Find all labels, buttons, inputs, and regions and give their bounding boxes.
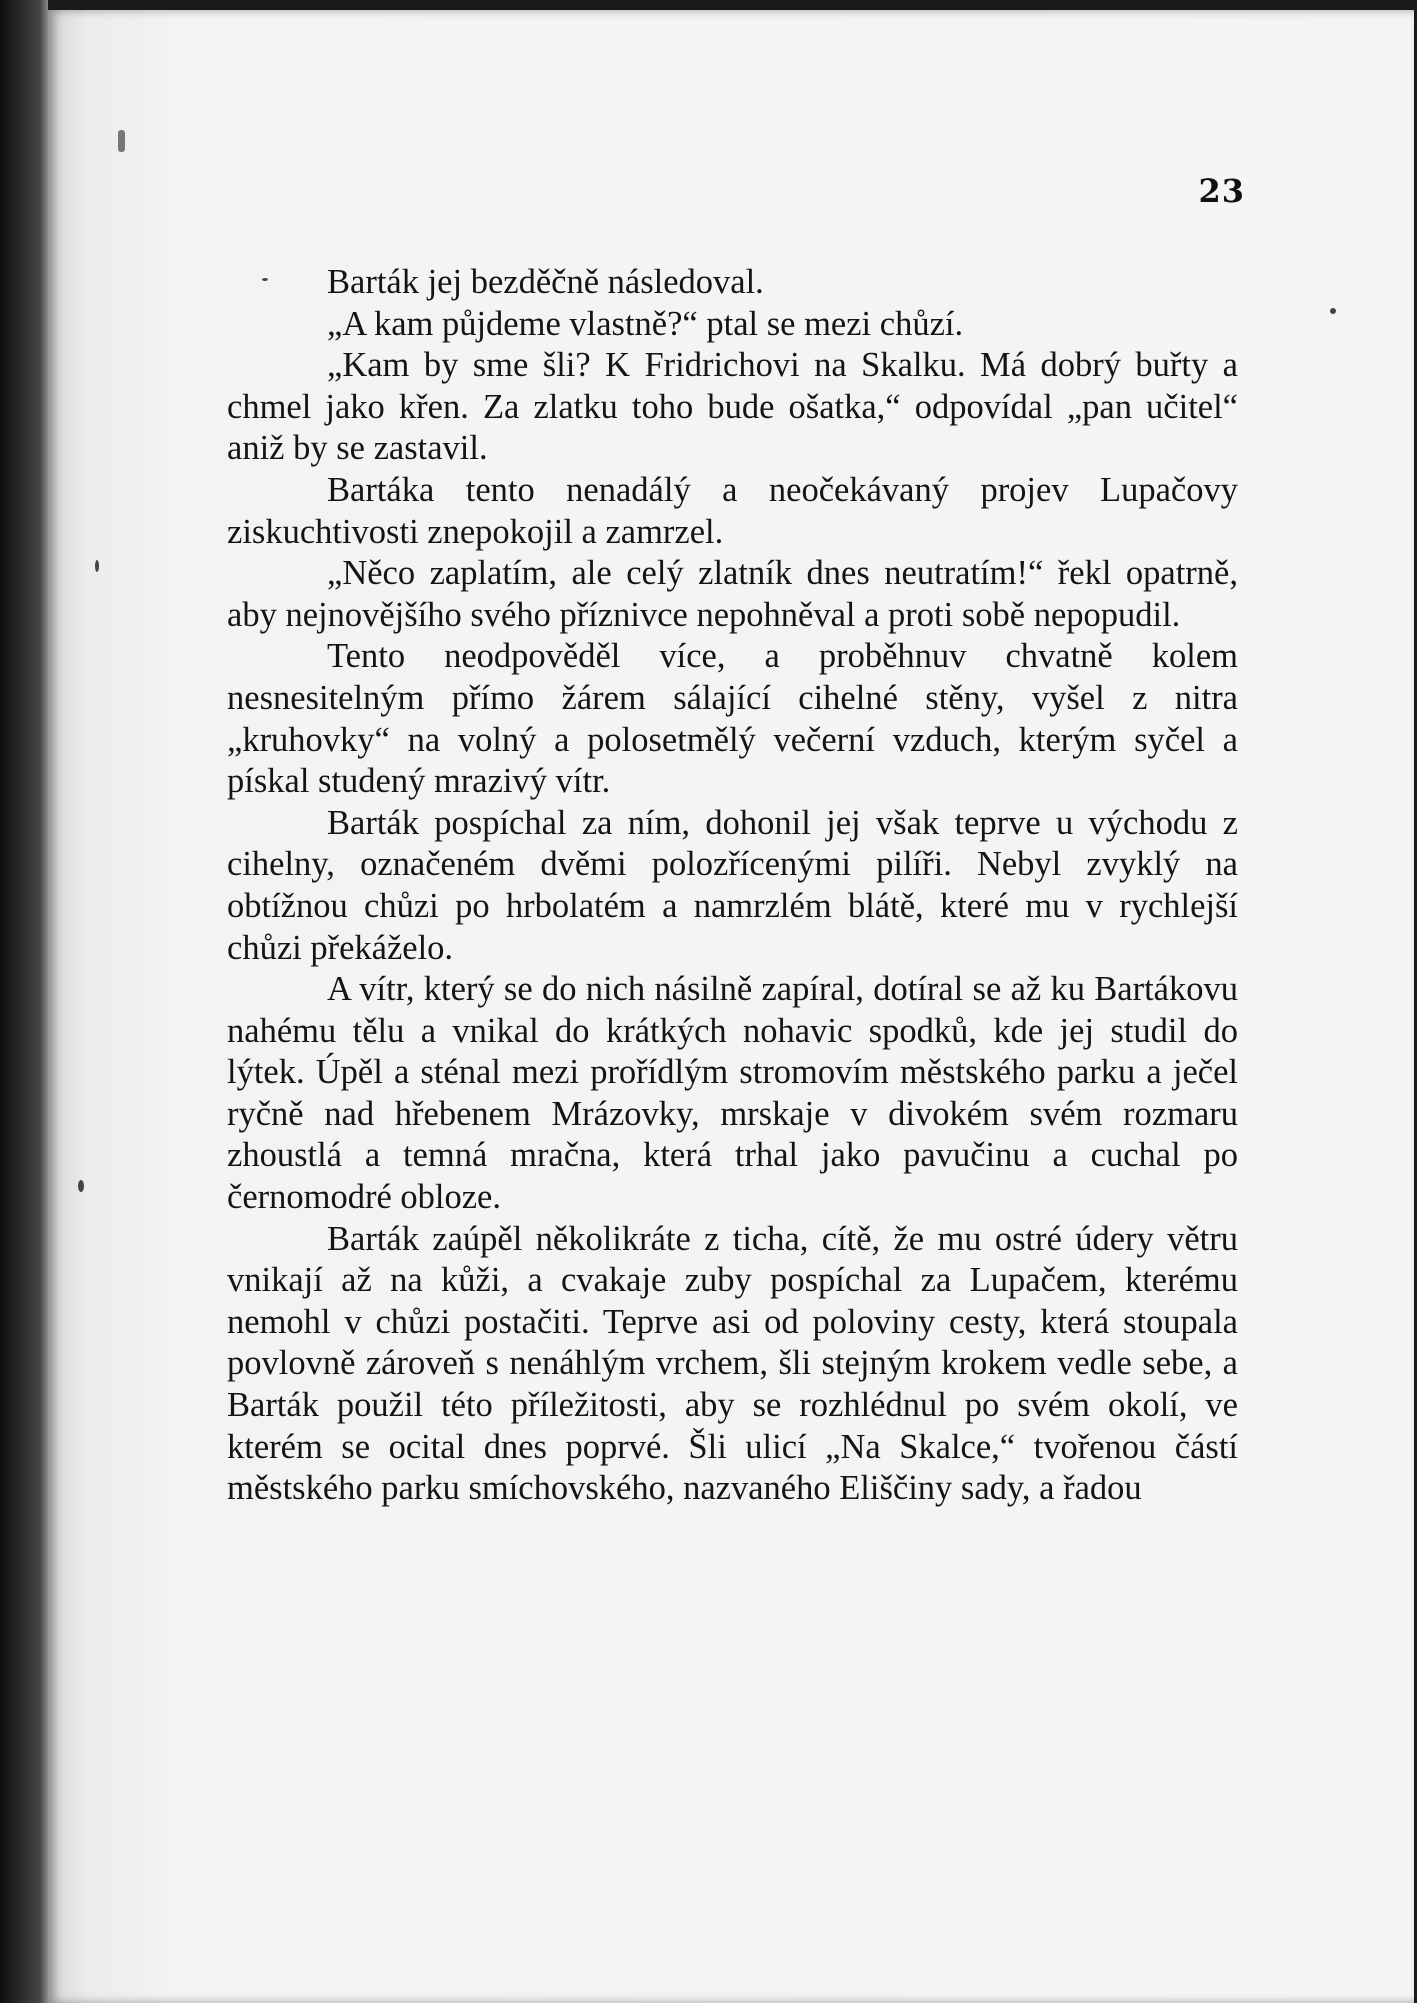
- paragraph: Barták zaúpěl několikráte z ticha, cítě, že mu ostré údery větru vnikají až na kůži, a cvakaje zuby pospíchal za Lupačem, kterému nemohl v chůzi postačiti. Teprve asi od poloviny cesty, která stoupala povlovně zároveň s nenáhlým vrchem, šli stejným krokem vedle sebe, a Barták použil této příležitosti, aby se rozhlédnul po svém okolí, ve kterém se ocital dnes poprvé. Šli ulicí „Na Skalce,“ tvořenou částí městského parku smíchovského, nazvaného Eliščiny sady, a řadou: [227, 1219, 1238, 1508]
- scan-speck: [118, 130, 125, 152]
- page-body-text: [227, 262, 1238, 1510]
- paragraph: „Kam by sme šli? K Fridrichovi na Skalku. Má dobrý buřty a chmel jako křen. Za zlatku toho bude ošatka,“ odpovídal „pan učitel“ aniž by se zastavil.: [227, 346, 1238, 468]
- paragraph: „A kam půjdeme vlastně?“ ptal se mezi chůzí.: [327, 304, 964, 343]
- scan-speck: [95, 560, 99, 572]
- scan-speck: [78, 1180, 84, 1192]
- paragraph: Tento neodpověděl více, a proběhnuv chvatně kolem nesnesitelným přímo žárem sálající cihelné stěny, vyšel z nitra „kruhovky“ na volný a polosetmělý večerní vzduch, kterým syčel a pískal studený mrazivý vítr.: [227, 637, 1238, 801]
- paragraph: „Něco zaplatím, ale celý zlatník dnes neutratím!“ řekl opatrně, aby nejnovějšího svého příznivce nepohněval a proti sobě nepopudil.: [227, 554, 1238, 634]
- paragraph: A vítr, který se do nich násilně zapíral, dotíral se až ku Bartákovu nahému tělu a vnikal do krátkých nohavic spodků, kde jej studil do lýtek. Úpěl a sténal mezi prořídlým stromovím městského parku a ječel ryčně nad hřebenem Mrázovky, mrskaje v divokém svém rozmaru zhoustlá a temná mračna, která trhal jako pavučinu a cuchal po černomodré obloze.: [227, 970, 1238, 1217]
- book-spine-shadow: [0, 0, 48, 2003]
- scan-speck: [1330, 308, 1336, 314]
- paragraph: Bartáka tento nenadálý a neočekávaný projev Lupačovy ziskuchtivosti znepokojil a zamrzel.: [227, 470, 1238, 551]
- paragraph: Barták jej bezděčně následoval.: [327, 263, 764, 301]
- page-number: 23: [1198, 172, 1245, 210]
- paragraph: Barták pospíchal za ním, dohonil jej však teprve u východu z cihelny, označeném dvěmi polozřícenými pilíři. Nebyl zvyklý na obtížnou chůzi po hrbolatém a namrzlém blátě, které mu v rychlejší chůzi překáželo.: [227, 803, 1238, 967]
